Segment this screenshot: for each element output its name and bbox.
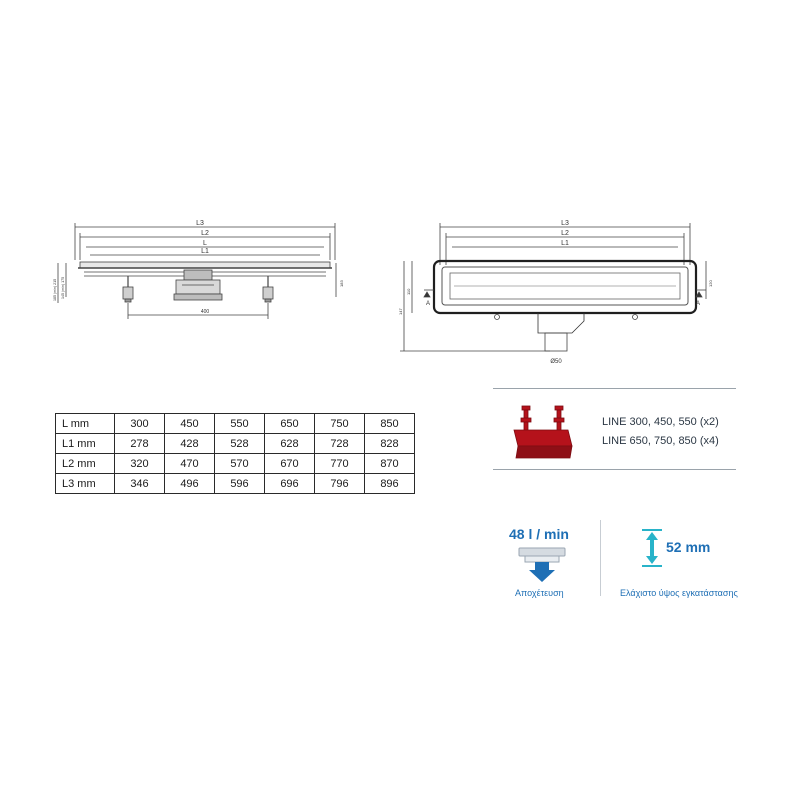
table-cell: 728 xyxy=(315,434,365,454)
row-label: L2 mm xyxy=(56,454,115,474)
section-l2-label: L2 xyxy=(561,230,569,237)
table-cell: 670 xyxy=(265,454,315,474)
side-l1-label: L1 xyxy=(201,248,209,255)
outlet-top xyxy=(184,270,212,280)
section-outlet-diameter: Ø50 xyxy=(550,359,562,365)
table-cell: 870 xyxy=(365,454,415,474)
table-cell: 796 xyxy=(315,474,365,494)
table-cell: 828 xyxy=(365,434,415,454)
row-label: L mm xyxy=(56,414,115,434)
section-view-drawing xyxy=(390,215,715,370)
table-cell: 528 xyxy=(215,434,265,454)
side-left-dim-b: 145 (min) 175 xyxy=(61,276,65,299)
left-foot xyxy=(123,287,133,299)
table-row xyxy=(56,414,415,434)
drain-flow-icon xyxy=(517,545,567,583)
side-view-drawing xyxy=(50,215,350,340)
row-label: L3 mm xyxy=(56,474,115,494)
grate-profile xyxy=(80,262,330,268)
table-cell: 346 xyxy=(115,474,165,494)
table-cell: 496 xyxy=(165,474,215,494)
legend-bottom-divider xyxy=(493,469,736,470)
row-label: L1 mm xyxy=(56,434,115,454)
badge-separator xyxy=(600,520,601,596)
table-row xyxy=(56,434,415,454)
side-l2-label: L2 xyxy=(201,230,209,237)
height-arrow-icon xyxy=(640,528,664,568)
legend-line-2: LINE 650, 750, 850 (x4) xyxy=(602,435,719,447)
table-row xyxy=(56,454,415,474)
legend-line-1: LINE 300, 450, 550 (x2) xyxy=(602,416,719,428)
table-cell: 770 xyxy=(315,454,365,474)
table-cell: 300 xyxy=(115,414,165,434)
outlet-body xyxy=(176,280,220,294)
dimension-table xyxy=(55,413,415,494)
fixing-tab-left xyxy=(495,315,500,320)
table-cell: 628 xyxy=(265,434,315,454)
section-marker-a-left: A xyxy=(426,301,431,307)
right-foot xyxy=(263,287,273,299)
table-cell: 450 xyxy=(165,414,215,434)
section-left-dim-a: 147 xyxy=(398,308,403,315)
table-cell: 650 xyxy=(265,414,315,434)
section-left-dim-b: 110 xyxy=(406,288,411,295)
section-outlet-body xyxy=(538,313,584,333)
table-cell: 596 xyxy=(215,474,265,494)
flow-rate-value: 48 l / min xyxy=(509,526,569,542)
section-outlet-pipe xyxy=(545,333,567,351)
legend-top-divider xyxy=(493,388,736,389)
table-cell: 428 xyxy=(165,434,215,454)
table-cell: 896 xyxy=(365,474,415,494)
table-cell: 750 xyxy=(315,414,365,434)
section-l3-label: L3 xyxy=(561,220,569,227)
table-cell: 320 xyxy=(115,454,165,474)
table-cell: 570 xyxy=(215,454,265,474)
adjustable-feet-icon xyxy=(508,400,578,466)
table-cell: 470 xyxy=(165,454,215,474)
section-right-dim: 120 xyxy=(708,280,713,287)
section-marker-a-right: A xyxy=(696,301,701,307)
height-caption: Ελάχιστο ύψος εγκατάστασης xyxy=(620,588,738,598)
fixing-tab-right xyxy=(633,315,638,320)
table-cell: 850 xyxy=(365,414,415,434)
table-cell: 696 xyxy=(265,474,315,494)
side-l-label: L xyxy=(203,240,207,247)
table-cell: 550 xyxy=(215,414,265,434)
min-height-value: 52 mm xyxy=(666,539,711,555)
side-left-dim-a: 185 (min) 215 xyxy=(53,278,57,301)
section-l1-label: L1 xyxy=(561,240,569,247)
table-cell: 278 xyxy=(115,434,165,454)
side-right-dim: 183 xyxy=(339,280,344,287)
table-row xyxy=(56,474,415,494)
side-l3-label: L3 xyxy=(196,220,204,227)
side-bottom-dim: 400 xyxy=(200,309,210,315)
flow-caption: Αποχέτευση xyxy=(515,588,564,598)
